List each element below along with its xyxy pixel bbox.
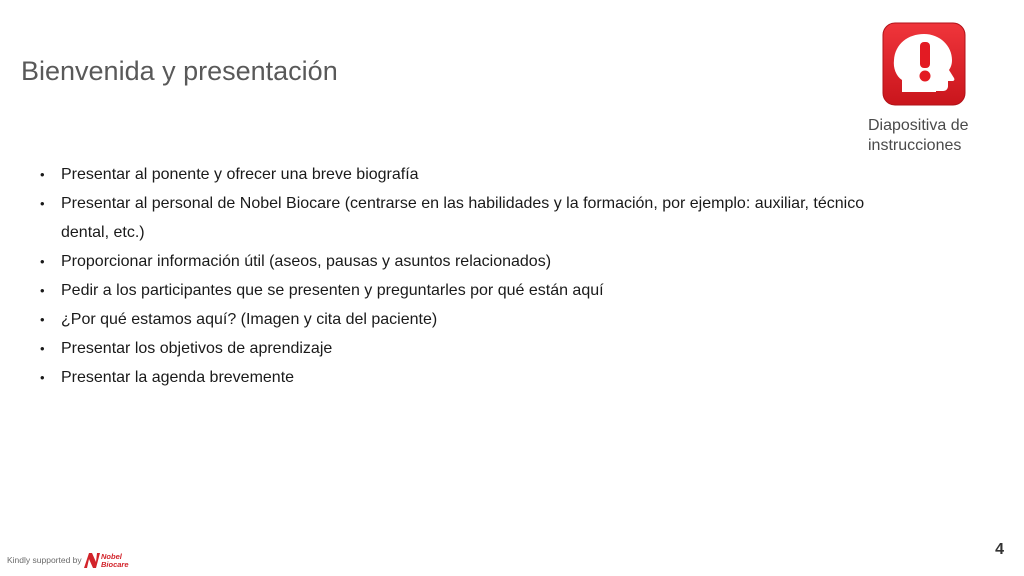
bullet-item <box>38 160 868 189</box>
bullet-dot: • <box>40 341 45 356</box>
logo-text-nobel: Nobel <box>101 552 122 561</box>
bullet-item <box>38 189 868 247</box>
bullet-text: Pedir a los participantes que se presenten y preguntarles por qué están aquí <box>61 282 604 299</box>
bullet-item <box>38 334 868 363</box>
footer-credit: Kindly supported by <box>7 555 82 565</box>
logo-text-biocare: Biocare <box>101 560 129 569</box>
bullet-text: Proporcionar información útil (aseos, pausas y asuntos relacionados) <box>61 253 552 270</box>
bullet-text: Presentar al ponente y ofrecer una breve biografía <box>61 166 419 183</box>
bullet-item <box>38 276 868 305</box>
bullet-list <box>38 160 868 392</box>
badge-caption-line1: Diapositiva de <box>868 117 969 134</box>
bullet-text: ¿Por qué estamos aquí? (Imagen y cita del paciente) <box>61 311 438 328</box>
bullet-item <box>38 247 868 276</box>
page-number: 4 <box>995 541 1004 558</box>
instruction-badge <box>882 22 966 106</box>
bullet-text: Presentar al personal de Nobel Biocare (centrarse en las habilidades y la formación, por ejemplo: auxiliar, técnico dental, etc.) <box>61 195 865 241</box>
bullet-dot: • <box>40 312 45 327</box>
bullet-text: Presentar los objetivos de aprendizaje <box>61 340 333 357</box>
bullet-dot: • <box>40 370 45 385</box>
head-exclamation-icon <box>882 22 966 106</box>
slide-title: Bienvenida y presentación <box>21 56 338 86</box>
badge-caption <box>868 116 1008 156</box>
badge-caption-line2: instrucciones <box>868 137 962 154</box>
bullet-dot: • <box>40 196 45 211</box>
nobel-biocare-logo <box>83 550 135 570</box>
bullet-dot: • <box>40 167 45 182</box>
bullet-item <box>38 305 868 334</box>
bullet-text: Presentar la agenda brevemente <box>61 369 295 386</box>
bullet-dot: • <box>40 254 45 269</box>
bullet-dot: • <box>40 283 45 298</box>
bullet-item <box>38 363 868 392</box>
